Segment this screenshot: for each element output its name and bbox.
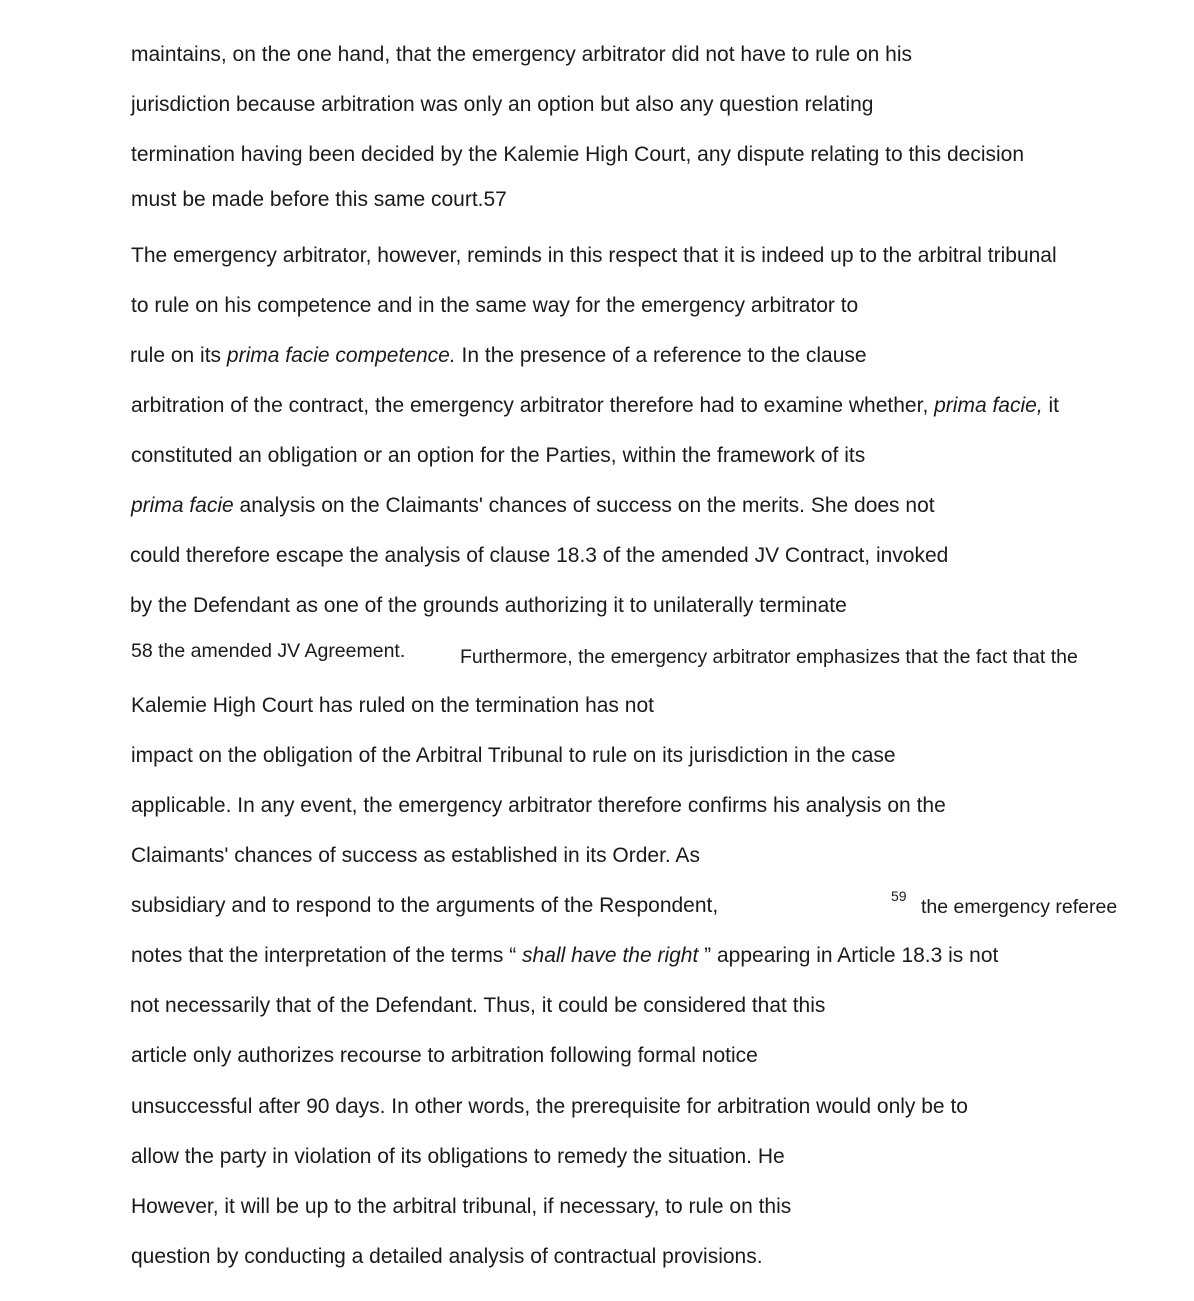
text-line: However, it will be up to the arbitral tribunal, if necessary, to rule on this — [131, 1195, 792, 1218]
text-line — [130, 344, 867, 368]
text-line: allow the party in violation of its obligations to remedy the situation. He — [131, 1145, 785, 1168]
text-line: subsidiary and to respond to the arguments of the Respondent, — [131, 894, 719, 917]
footnote-text: 58 the amended JV Agreement. — [131, 640, 406, 662]
text-run: ” appearing in Article 18.3 is not — [698, 944, 999, 967]
text-line: question by conducting a detailed analysis of contractual provisions. — [131, 1245, 763, 1268]
italic-run: prima facie, — [934, 394, 1043, 417]
text-line: Claimants' chances of success as established in its Order. As — [131, 844, 700, 867]
italic-run: shall have the right — [522, 944, 699, 967]
text-line — [131, 494, 935, 518]
text-line: Kalemie High Court has ruled on the termination has not — [131, 694, 654, 717]
text-run: arbitration of the contract, the emergency arbitrator therefore had to examine whether, — [131, 394, 935, 417]
text-line: unsuccessful after 90 days. In other words, the prerequisite for arbitration would only be to — [131, 1095, 968, 1118]
text-run: Furthermore, the emergency arbitrator emphasizes that the fact that the — [460, 646, 1078, 668]
text-line — [131, 639, 405, 663]
text-line — [131, 394, 1059, 418]
italic-run: prima facie competence. — [226, 344, 456, 367]
text-run: it — [1042, 394, 1059, 417]
text-line: The emergency arbitrator, however, reminds in this respect that it is indeed up to the arbitral tribunal — [131, 244, 1057, 267]
italic-run: prima facie — [131, 494, 234, 517]
text-line: the emergency referee — [921, 896, 1118, 918]
text-run: rule on its — [130, 344, 227, 367]
text-line — [460, 645, 1078, 669]
text-line: maintains, on the one hand, that the emergency arbitrator did not have to rule on his — [131, 43, 912, 66]
text-line: jurisdiction because arbitration was only an option but also any question relating — [131, 93, 874, 116]
text-line: by the Defendant as one of the grounds authorizing it to unilaterally terminate — [130, 594, 847, 617]
text-line — [131, 944, 998, 968]
text-line: must be made before this same court.57 — [131, 188, 507, 211]
text-run: analysis on the Claimants' chances of success on the merits. She does not — [233, 494, 935, 517]
text-line: termination having been decided by the Kalemie High Court, any dispute relating to this decision — [131, 143, 1025, 166]
text-line: article only authorizes recourse to arbitration following formal notice — [131, 1044, 758, 1067]
text-line: could therefore escape the analysis of clause 18.3 of the amended JV Contract, invoked — [130, 544, 949, 567]
text-line: not necessarily that of the Defendant. Thus, it could be considered that this — [130, 994, 826, 1017]
text-run: In the presence of a reference to the clause — [455, 344, 867, 367]
text-line: constituted an obligation or an option for the Parties, within the framework of its — [131, 444, 866, 467]
text-line: to rule on his competence and in the same way for the emergency arbitrator to — [131, 294, 859, 317]
text-run: notes that the interpretation of the terms “ — [131, 944, 523, 967]
text-line: impact on the obligation of the Arbitral Tribunal to rule on its jurisdiction in the case — [131, 744, 896, 767]
footnote-marker: 59 — [891, 888, 907, 904]
text-line: applicable. In any event, the emergency arbitrator therefore confirms his analysis on the — [131, 794, 946, 817]
